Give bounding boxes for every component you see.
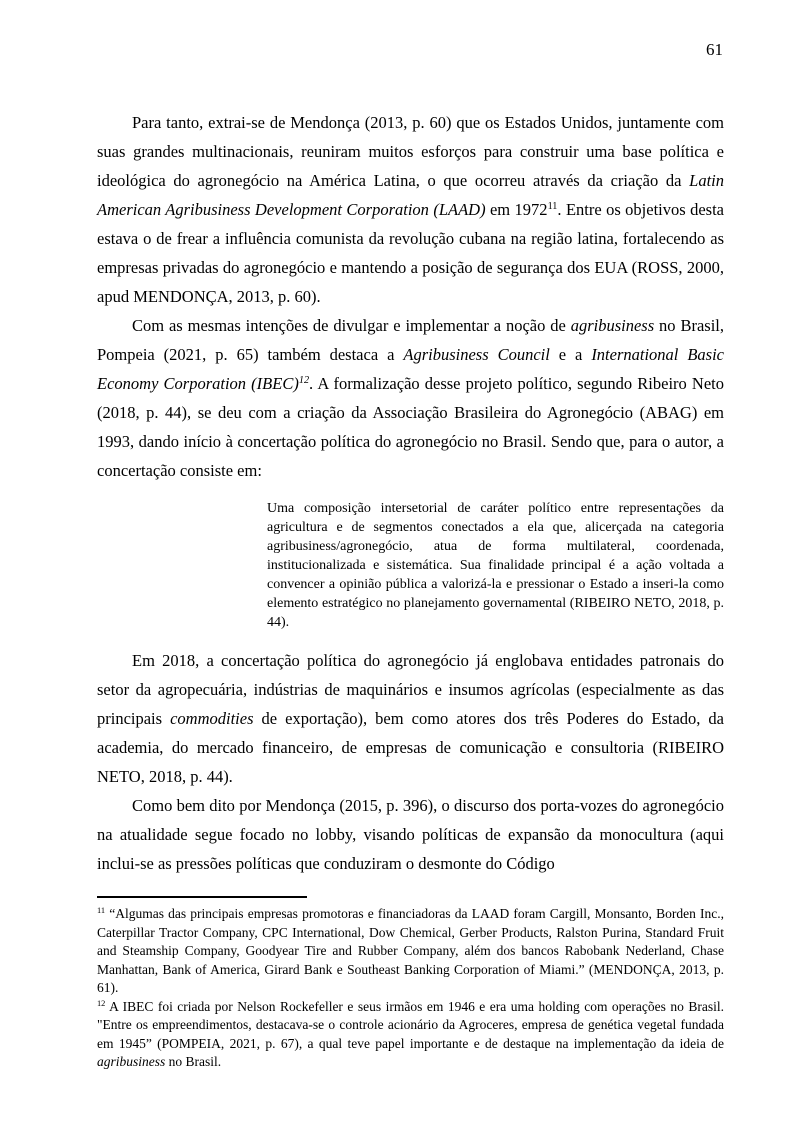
paragraph-lobby: Como bem dito por Mendonça (2015, p. 396), o discurso dos porta-vozes do agronegócio na atualidade segue focado no lobby, visando políticas de expansão da monocultura (aqui inclui-se as pressões políticas que conduziram o desmonte do Código [97, 796, 724, 873]
paragraph-concertacao-2018: Em 2018, a concertação política do agronegócio já englobava entidades patronais do setor da agropecuária, indústrias de maquinários e insumos agrícolas (especialmente as das principais commodities de exportação), bem como atores dos três Poderes do Estado, da academia, do mercado financeiro, de empresas de comunicação e consultoria (RIBEIRO NETO, 2018, p. 44). [97, 651, 724, 786]
footnote-12: $^{12}$ A IBEC foi criada por Nelson Rockefeller e seus irmãos em 1946 e era uma holding com operações no Brasil. "Entre os empreendimentos, destacava-se o controle acionário da Agroceres, empresa de genética vegetal fundada em 1945” (POMPEIA, 2021, p. 67), a qual teve papel importante e de destaque na implementação da ideia de agribusiness no Brasil. [97, 998, 724, 1069]
block-quote-ribeiro-neto: Uma composição intersetorial de caráter político entre representações da agricultura e de segmentos conectados a ela que, alicerçada na categoria agribusiness/agronegócio, atua de forma multilateral, coordenada, institucionalizada e sistemática. Sua finalidade principal é a ação voltada a convencer a opinião pública a valorizá-la e pressionar o Estado a inseri-la como elemento estratégico no planejamento governamental (RIBEIRO NETO, 2018, p. 44). [267, 501, 724, 630]
page-content [97, 108, 724, 878]
footnote-separator [97, 896, 307, 898]
paragraph-abag: Com as mesmas intenções de divulgar e implementar a noção de agribusiness no Brasil, Pompeia (2021, p. 65) também destaca a Agribusiness Council e a International Basic Economy Corporation (IBEC)$^{12}$. A formalização desse projeto político, segundo Ribeiro Neto (2018, p. 44), se deu com a criação da Associação Brasileira do Agronegócio (ABAG) em 1993, dando início à concertação política do agronegócio no Brasil. Sendo que, para o autor, a concertação consiste em: [97, 316, 724, 480]
footnotes-section [97, 896, 724, 1072]
paragraph-laad: Para tanto, extrai-se de Mendonça (2013, p. 60) que os Estados Unidos, juntamente com suas grandes multinacionais, reuniram muitos esforços para construir uma base política e ideológica do agronegócio na América Latina, o que ocorreu através da criação da Latin American Agribusiness Development Corporation (LAAD) em 1972$^{11}$. Entre os objetivos desta estava o de frear a influência comunista da revolução cubana na região latina, fortalecendo as empresas privadas do agronegócio e mantendo a posição de segurança dos EUA (ROSS, 2000, apud MENDONÇA, 2013, p. 60). [97, 113, 724, 306]
footnote-11: $^{11}$ “Algumas das principais empresas promotoras e financiadoras da LAAD foram Cargill, Monsanto, Borden Inc., Caterpillar Tractor Company, CPC International, Dow Chemical, Gerber Products, Ralston Purina, Standard Fruit and Steamship Company, Goodyear Tire and Rubber Company, além dos bancos Rabobank Nederland, Chase Manhattan, Bank of America, Girard Bank e Southeast Banking Corporation of Miami.” (MENDONÇA, 2013, p. 61). [97, 906, 724, 995]
page-number: 61 [706, 40, 723, 59]
